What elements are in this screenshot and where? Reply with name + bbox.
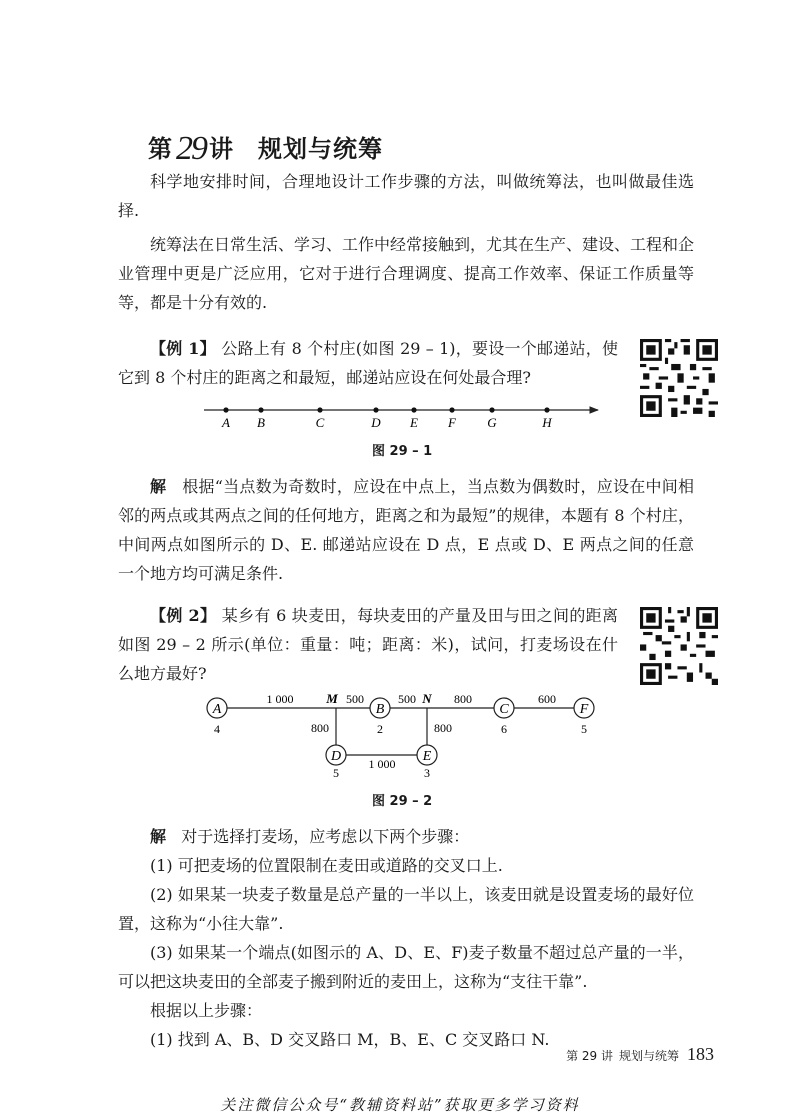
junction-m-label: M (326, 691, 338, 706)
example-1-question: 公路上有 8 个村庄(如图 29 – 1)，要设一个邮递站，使它到 8 个村庄的距离之和最短，邮递站应设在何处最合理? (118, 339, 618, 387)
figure-29-1-caption: 图 29 – 1 (372, 444, 433, 459)
node-b (370, 698, 390, 736)
village-point-g (489, 407, 494, 412)
node-f-weight: 5 (581, 722, 587, 736)
node-a (207, 698, 227, 736)
village-point-a (223, 407, 228, 412)
node-e-label: E (422, 749, 432, 764)
watermark: 关注微信公众号“教辅资料站”获取更多学习资料 (220, 1096, 580, 1114)
solution-label: 解 (150, 477, 167, 496)
node-b-label: B (375, 702, 385, 717)
node-d (326, 745, 346, 780)
node-f-label: F (579, 702, 589, 717)
figure-29-2 (195, 688, 605, 780)
qr-code (640, 339, 718, 417)
solution-step: (1) 找到 A、B、D 交叉路口 M，B、E、C 交叉路口 N. (150, 1030, 550, 1049)
node-f (574, 698, 594, 736)
example-2-question: 某乡有 6 块麦田，每块麦田的产量及田与田之间的距离如图 29 – 2 所示(单位：重量：吨；距离：米)，试问，打麦场设在什么地方最好? (118, 606, 618, 683)
distance-a-m: 1 000 (266, 692, 294, 706)
page-footer (566, 1044, 714, 1065)
solution-step: (3) 如果某一个端点(如图示的 A、D、E、F)麦子数量不超过总产量的一半，可以把这块麦田的全部麦子搬到附近的麦田上，这称为“支往干靠”. (118, 943, 694, 991)
solution-intro-line (118, 822, 694, 851)
solution-intro-text: 对于选择打麦场，应考虑以下两个步骤： (181, 827, 470, 846)
node-d-weight: 5 (333, 766, 339, 780)
node-c (494, 698, 514, 736)
distance-n-c: 800 (454, 692, 472, 706)
example-1-solution (118, 472, 694, 588)
distance-c-f: 600 (538, 692, 556, 706)
village-label-d: D (371, 415, 381, 430)
qr-code (640, 607, 718, 685)
village-point-e (411, 407, 416, 412)
village-point-d (373, 407, 378, 412)
node-c-label: C (499, 702, 509, 717)
node-e-weight: 3 (424, 766, 430, 780)
distance-m-d: 800 (311, 721, 329, 735)
village-label-e: E (410, 415, 418, 430)
village-label-c: C (315, 415, 325, 430)
footer-section-title: 规划与统筹 (618, 1049, 679, 1063)
example-1-text (118, 334, 618, 392)
lecture-title: 规划与统筹 (258, 134, 383, 163)
village-label-a: A (222, 415, 230, 430)
example-1-solution-text: 根据“当点数为奇数时，应设在中点上，当点数为偶数时，应设在中间相邻的两点或其两点之间的任何地方，距离之和为最短”的规律，本题有 8 个村庄，中间两点如图所示的 D、E. 邮递站应设在 D 点，E 点或 D、E 两点之间的任意一个地方均可满足条件. (118, 477, 694, 583)
lecture-number: 29 (176, 130, 206, 167)
solution-step: (1) 可把麦场的位置限制在麦田或道路的交叉口上. (150, 856, 503, 875)
distance-m-b: 500 (346, 692, 364, 706)
intro-paragraph-2: 统筹法在日常生活、学习、工作中经常接触到，尤其在生产、建设、工程和企业管理中更是广泛应用，它对于进行合理调度、提高工作效率、保证工作质量等等，都是十分有效的. (118, 235, 695, 312)
solution-label: 解 (150, 827, 167, 846)
solution-step: (2) 如果某一块麦子数量是总产量的一半以上，该麦田就是设置麦场的最好位置，这称为“小往大靠”. (118, 885, 694, 933)
example-1-label: 【例 1】 (150, 339, 216, 358)
distance-b-n: 500 (398, 692, 416, 706)
distance-d-e: 1 000 (368, 757, 396, 771)
intro-paragraph-1: 科学地安排时间，合理地设计工作步骤的方法，叫做统筹法，也叫做最佳选择. (118, 172, 694, 220)
footer-section: 第 29 讲 (566, 1049, 613, 1063)
village-point-f (449, 407, 454, 412)
figure-29-2-caption: 图 29 – 2 (372, 794, 433, 809)
village-label-b: B (257, 415, 265, 430)
node-c-weight: 6 (501, 722, 507, 736)
node-a-weight: 4 (214, 722, 220, 736)
distance-n-e: 800 (434, 721, 452, 735)
node-e (417, 745, 437, 780)
page-number: 183 (687, 1044, 714, 1064)
example-2-text (118, 601, 618, 688)
village-label-f: F (448, 415, 456, 430)
title-prefix: 第 (148, 134, 173, 163)
title-suffix: 讲 (209, 134, 234, 163)
village-label-h: H (542, 415, 552, 430)
junction-n-label: N (422, 691, 432, 706)
example-2-label: 【例 2】 (150, 606, 217, 625)
node-a-label: A (212, 702, 222, 717)
village-point-h (544, 407, 549, 412)
village-point-b (258, 407, 263, 412)
node-b-weight: 2 (377, 722, 383, 736)
page-title (148, 128, 383, 166)
village-point-c (317, 407, 322, 412)
village-label-g: G (487, 415, 497, 430)
node-d-label: D (330, 749, 342, 764)
figure-29-1 (200, 400, 604, 432)
example-2-solution (118, 822, 694, 1054)
solution-step: 根据以上步骤： (150, 1001, 263, 1020)
